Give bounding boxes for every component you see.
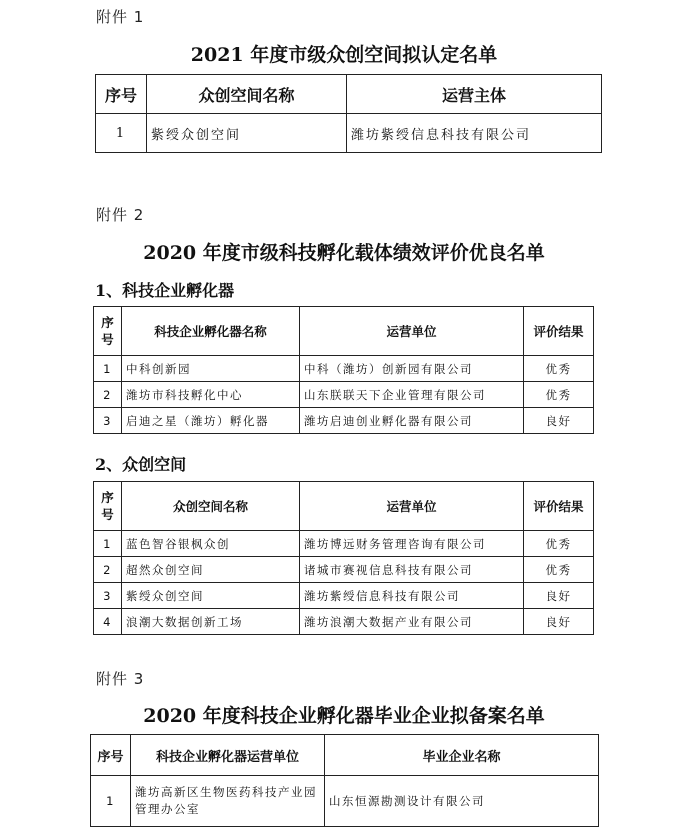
table-row xyxy=(96,114,602,153)
col-header-operator: 运营主体 xyxy=(347,75,602,114)
cell-index: 4 xyxy=(94,609,122,635)
col-header-index: 序号 xyxy=(94,307,122,356)
cell-result: 良好 xyxy=(524,583,594,609)
attachment-2-label: 附件 2 xyxy=(96,206,145,224)
cell-result: 优秀 xyxy=(524,531,594,557)
cell-incubator-operator: 潍坊高新区生物医药科技产业园管理办公室 xyxy=(131,776,325,827)
incubator-table xyxy=(93,306,594,434)
cell-index: 1 xyxy=(96,114,147,153)
attachment-1-table xyxy=(95,74,602,153)
col-header-index: 序号 xyxy=(96,75,147,114)
cell-operator: 潍坊浪潮大数据产业有限公司 xyxy=(300,609,524,635)
cell-result: 良好 xyxy=(524,609,594,635)
cell-index: 2 xyxy=(94,382,122,408)
cell-incubator-name: 潍坊市科技孵化中心 xyxy=(122,382,300,408)
attachment-1-title: 2021 年度市级众创空间拟认定名单 xyxy=(190,44,498,66)
cell-operator: 潍坊博远财务管理咨询有限公司 xyxy=(300,531,524,557)
table-header-row xyxy=(94,307,594,356)
cell-space-name: 浪潮大数据创新工场 xyxy=(122,609,300,635)
col-header-result: 评价结果 xyxy=(524,482,594,531)
cell-result: 优秀 xyxy=(524,557,594,583)
col-header-index: 序号 xyxy=(91,735,131,776)
table-row xyxy=(94,583,594,609)
col-header-incubator-operator: 科技企业孵化器运营单位 xyxy=(131,735,325,776)
table-row xyxy=(94,408,594,434)
cell-space-name: 紫绶众创空间 xyxy=(122,583,300,609)
section-maker-space-heading: 2、众创空间 xyxy=(95,455,187,474)
attachment-1-label: 附件 1 xyxy=(96,8,145,26)
cell-index: 3 xyxy=(94,408,122,434)
table-row xyxy=(94,531,594,557)
attachment-2-title: 2020 年度市级科技孵化载体绩效评价优良名单 xyxy=(143,242,545,264)
col-header-space-name: 众创空间名称 xyxy=(122,482,300,531)
cell-result: 良好 xyxy=(524,408,594,434)
cell-incubator-name: 启迪之星（潍坊）孵化器 xyxy=(122,408,300,434)
cell-operator: 潍坊启迪创业孵化器有限公司 xyxy=(300,408,524,434)
attachment-3-label: 附件 3 xyxy=(96,670,145,688)
table-row xyxy=(94,609,594,635)
attachment-3-title: 2020 年度科技企业孵化器毕业企业拟备案名单 xyxy=(143,705,545,727)
table-header-row xyxy=(91,735,599,776)
cell-space-name: 紫绶众创空间 xyxy=(147,114,347,153)
cell-index: 1 xyxy=(94,356,122,382)
maker-space-table xyxy=(93,481,594,635)
col-header-incubator-name: 科技企业孵化器名称 xyxy=(122,307,300,356)
cell-operator: 诸城市赛视信息科技有限公司 xyxy=(300,557,524,583)
cell-graduate-company: 山东恒源勘测设计有限公司 xyxy=(325,776,599,827)
table-header-row xyxy=(96,75,602,114)
cell-space-name: 超然众创空间 xyxy=(122,557,300,583)
cell-operator: 中科（潍坊）创新园有限公司 xyxy=(300,356,524,382)
col-header-operator: 运营单位 xyxy=(300,482,524,531)
cell-incubator-name: 中科创新园 xyxy=(122,356,300,382)
cell-index: 1 xyxy=(91,776,131,827)
section-incubator-heading: 1、科技企业孵化器 xyxy=(95,281,235,300)
col-header-graduate-company: 毕业企业名称 xyxy=(325,735,599,776)
cell-result: 优秀 xyxy=(524,356,594,382)
col-header-operator: 运营单位 xyxy=(300,307,524,356)
cell-index: 3 xyxy=(94,583,122,609)
cell-operator: 潍坊紫绶信息科技有限公司 xyxy=(300,583,524,609)
cell-result: 优秀 xyxy=(524,382,594,408)
table-row xyxy=(91,776,599,827)
cell-index: 1 xyxy=(94,531,122,557)
col-header-index: 序号 xyxy=(94,482,122,531)
cell-operator: 潍坊紫绶信息科技有限公司 xyxy=(347,114,602,153)
table-header-row xyxy=(94,482,594,531)
attachment-3-table xyxy=(90,734,599,827)
cell-space-name: 蓝色智谷银枫众创 xyxy=(122,531,300,557)
table-row xyxy=(94,557,594,583)
cell-operator: 山东朕联天下企业管理有限公司 xyxy=(300,382,524,408)
col-header-result: 评价结果 xyxy=(524,307,594,356)
col-header-space-name: 众创空间名称 xyxy=(147,75,347,114)
table-row xyxy=(94,356,594,382)
cell-index: 2 xyxy=(94,557,122,583)
table-row xyxy=(94,382,594,408)
